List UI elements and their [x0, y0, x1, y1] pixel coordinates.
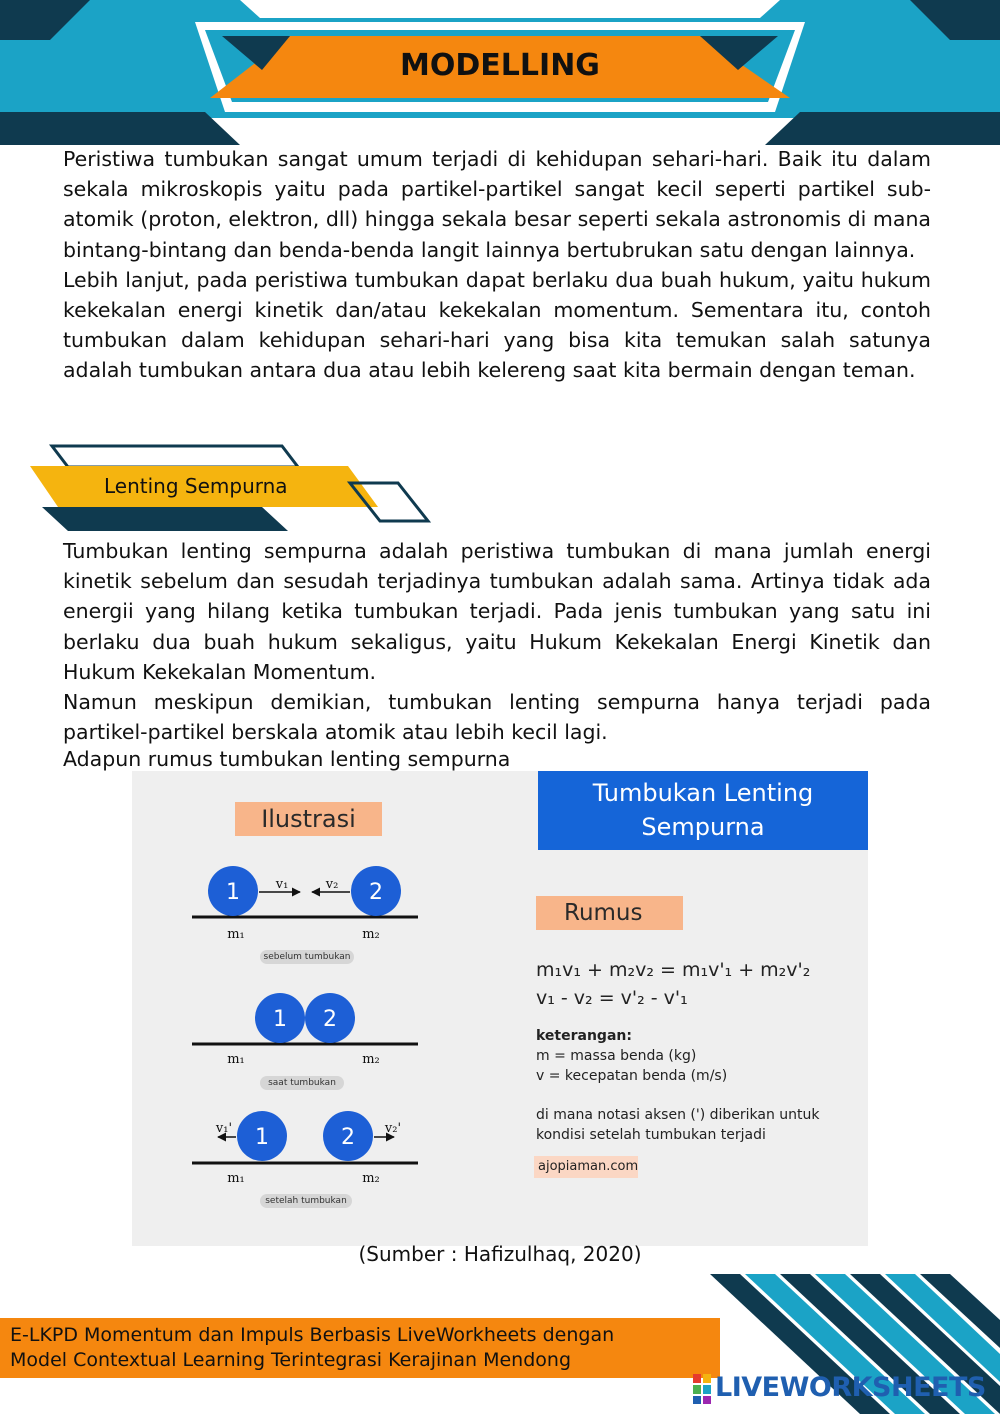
- formula-velocity: v₁ - v₂ = v'₂ - v'₁: [536, 987, 688, 1009]
- intro-text: [63, 144, 931, 386]
- ball-1-label: 1: [226, 880, 240, 905]
- state-pill-after: setelah tumbukan: [260, 1194, 352, 1208]
- ball-1-label: 1: [273, 1007, 287, 1032]
- formula-infographic: [132, 771, 868, 1246]
- velocity-v2-label: v₂: [325, 877, 339, 892]
- mass-m1-label: m₁: [227, 927, 245, 942]
- rumus-title: Rumus: [536, 896, 683, 930]
- infographic-title: [538, 771, 868, 850]
- mass-m1-label: m₁: [227, 1171, 245, 1186]
- state-pill-during: saat tumbukan: [260, 1076, 344, 1090]
- ball-2-label: 2: [341, 1125, 355, 1150]
- formula-momentum: m₁v₁ + m₂v₂ = m₁v'₁ + m₂v'₂: [536, 959, 811, 981]
- lenting-paragraph-1: Tumbukan lenting sempurna adalah peristiwa tumbukan di mana jumlah energi kinetik sebelum dan sesudah terjadinya tumbukan adalah sama. Artinya tidak ada energii yang hilang ketika tumbukan terjadi. Pada jenis tumbukan yang satu ini berlaku dua buah hukum sekaligus, yaitu Hukum Kekekalan Energi Kinetik dan Hukum Kekekalan Momentum.: [63, 539, 931, 684]
- velocity-v2-prime-label: v₂': [384, 1121, 402, 1136]
- intro-paragraph-2: Lebih lanjut, pada peristiwa tumbukan dapat berlaku dua buah hukum, yaitu hukum kekekalan energi kinetik dan/atau kekekalan momentum. Sementara itu, contoh tumbukan dalam kehidupan sehari-hari yang bisa kita temukan salah satunya adalah tumbukan antara dua atau lebih kelereng saat kita bermain dengan teman.: [63, 267, 931, 383]
- lenting-paragraph-3: Adapun rumus tumbukan lenting sempurna: [63, 747, 511, 772]
- liveworksheets-logo: [693, 1372, 993, 1408]
- ball-2-label: 2: [323, 1007, 337, 1032]
- footer-text: [10, 1323, 730, 1373]
- collision-illustration: [132, 771, 532, 1246]
- keterangan-heading: keterangan:: [536, 1028, 632, 1044]
- mass-m2-label: m₂: [362, 1171, 380, 1186]
- keterangan-kecepatan: v = kecepatan benda (m/s): [536, 1068, 728, 1084]
- liveworksheets-wordmark: LIVEWORKSHEETS: [715, 1372, 986, 1403]
- infographic-title-line-1: Tumbukan Lenting: [592, 779, 814, 807]
- ball-2-label: 2: [369, 880, 383, 905]
- state-pill-before: sebelum tumbukan: [260, 950, 354, 964]
- infographic-title-line-2: Sempurna: [641, 813, 765, 841]
- lenting-text: [63, 536, 931, 771]
- mass-m2-label: m₂: [362, 1052, 380, 1067]
- mass-m1-label: m₁: [227, 1052, 245, 1067]
- page-title: MODELLING: [400, 48, 600, 83]
- section-title: Lenting Sempurna: [104, 474, 288, 498]
- liveworksheets-mark-icon: [693, 1374, 711, 1404]
- figure-caption: (Sumber : Hafizulhaq, 2020): [358, 1242, 642, 1266]
- lenting-paragraph-2: Namun meskipun demikian, tumbukan lenting sempurna hanya terjadi pada partikel-partikel berskala atomik atau lebih kecil lagi.: [63, 690, 931, 745]
- ball-1-label: 1: [255, 1125, 269, 1150]
- keterangan-massa: m = massa benda (kg): [536, 1048, 697, 1064]
- footer-line-1: E-LKPD Momentum dan Impuls Berbasis LiveWorkheets dengan: [10, 1324, 615, 1346]
- velocity-v1-label: v₁: [275, 877, 289, 892]
- ilustrasi-title: Ilustrasi: [235, 802, 382, 836]
- footer-line-2: Model Contextual Learning Terintegrasi Kerajinan Mendong: [10, 1349, 572, 1371]
- keterangan-aksen-2: kondisi setelah tumbukan terjadi: [536, 1127, 766, 1143]
- keterangan-aksen-1: di mana notasi aksen (') diberikan untuk: [536, 1107, 820, 1123]
- source-site-tag: ajopiaman.com: [534, 1156, 638, 1178]
- velocity-v1-prime-label: v₁': [215, 1121, 233, 1136]
- mass-m2-label: m₂: [362, 927, 380, 942]
- intro-paragraph-1: Peristiwa tumbukan sangat umum terjadi di kehidupan sehari-hari. Baik itu dalam sekala mikroskopis yaitu pada partikel-partikel sangat kecil seperti partikel sub-atomik (proton, elektron, dll) hingga sekala besar seperti sekala astronomis di mana bintang-bintang dan benda-benda langit lainnya bertubrukan satu dengan lainnya.: [63, 147, 931, 262]
